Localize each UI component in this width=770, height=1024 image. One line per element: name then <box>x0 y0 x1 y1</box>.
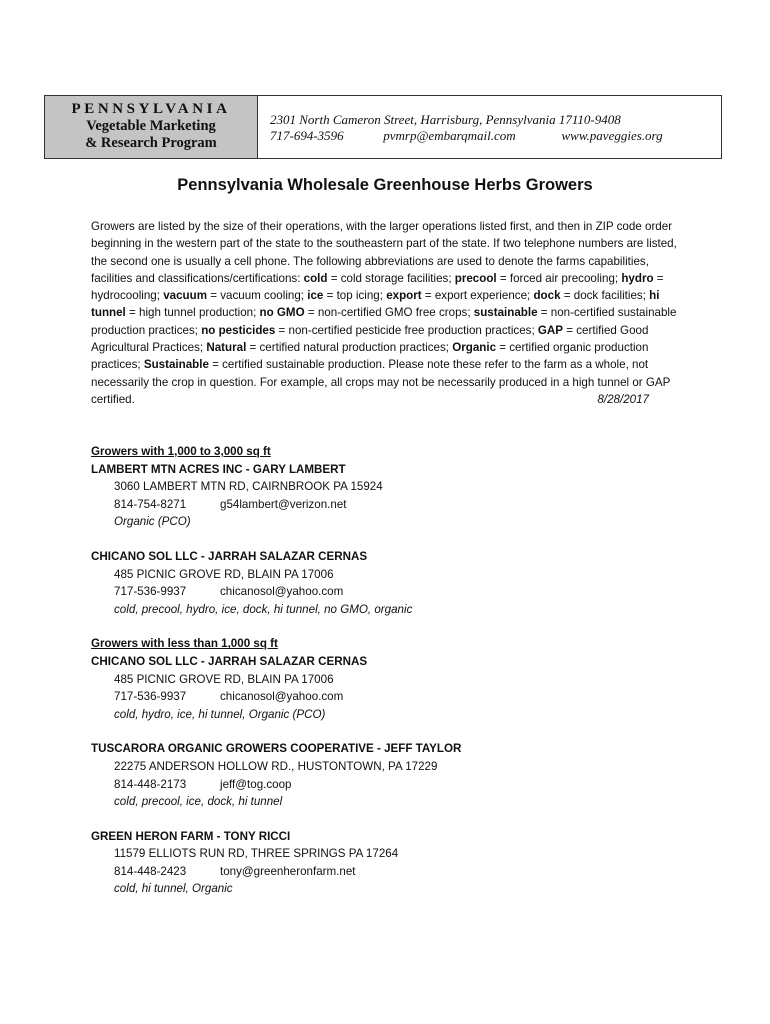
spacer <box>91 811 691 828</box>
email-link[interactable]: pvmrp@embarqmail.com <box>383 128 516 143</box>
spacer <box>91 723 691 740</box>
abbreviation-term: vacuum <box>163 289 208 303</box>
grower-address: 485 PICNIC GROVE RD, BLAIN PA 17006 <box>114 567 334 581</box>
abbreviation-term: sustainable <box>473 306 538 320</box>
grower-email-link[interactable]: jeff@tog.coop <box>220 777 292 791</box>
grower-entry <box>91 828 691 898</box>
brand-line-1: Vegetable Marketing <box>86 118 216 134</box>
intro-text-segment: Growers are listed by the size of their operations, with the larger operations listed first, and then in ZIP code order beginning in the western part of the state to the southeastern part of the state. If two telephone numbers are listed, the second one is usually a cell phone. The following abbreviations are used to denote the farms capabilities, facilities and classifications/certifications: <box>91 220 677 285</box>
intro-paragraph <box>91 218 681 408</box>
abbreviation-term: Sustainable <box>143 358 209 372</box>
grower-listing <box>91 443 691 915</box>
abbreviation-term: cold <box>303 271 328 285</box>
grower-email-link[interactable]: tony@greenheronfarm.net <box>220 864 356 878</box>
abbreviation-term: Organic <box>452 341 497 355</box>
abbreviation-term: GAP <box>537 323 564 337</box>
intro-text-segment: = top icing; <box>323 289 387 303</box>
grower-contact <box>91 496 691 514</box>
grower-email-link[interactable]: chicanosol@yahoo.com <box>220 690 344 704</box>
grower-address: 11579 ELLIOTS RUN RD, THREE SPRINGS PA 17264 <box>114 847 399 861</box>
address: 2301 North Cameron Street, Harrisburg, Pennsylvania 17110-9408 <box>270 112 621 127</box>
grower-tags: cold, precool, hydro, ice, dock, hi tunnel, no GMO, organic <box>114 602 413 616</box>
abbreviation-term: hydro <box>621 271 654 285</box>
intro-text-segment: = vacuum cooling; <box>207 289 308 303</box>
grower-name: CHICANO SOL LLC - JARRAH SALAZAR CERNAS <box>91 654 368 668</box>
grower-phone: 717-536-9937 <box>114 585 187 599</box>
grower-name: TUSCARORA ORGANIC GROWERS COOPERATIVE - JEFF TAYLOR <box>91 742 462 756</box>
intro-text-segment: = non-certified GMO free crops; <box>304 306 474 320</box>
intro-text-segment: = certified natural production practices; <box>246 341 453 355</box>
grower-phone: 814-754-8271 <box>114 497 187 511</box>
brand-state: PENNSYLVANIA <box>71 101 231 117</box>
phone: 717-694-3596 <box>270 128 344 143</box>
spacer <box>91 618 691 635</box>
grower-phone: 814-448-2173 <box>114 777 187 791</box>
grower-tags: Organic (PCO) <box>114 515 191 529</box>
abbreviation-term: dock <box>533 289 561 303</box>
grower-contact <box>91 863 691 881</box>
spacer <box>91 531 691 548</box>
brand-block <box>45 96 258 158</box>
abbreviation-term: no GMO <box>259 306 305 320</box>
section-heading: Growers with 1,000 to 3,000 sq ft <box>91 445 271 458</box>
abbreviation-term: Natural <box>206 341 247 355</box>
brand-line-2: & Research Program <box>85 135 217 151</box>
grower-name: LAMBERT MTN ACRES INC - GARY LAMBERT <box>91 462 346 476</box>
grower-tags: cold, hydro, ice, hi tunnel, Organic (PCO) <box>114 707 326 721</box>
intro-text-segment: = dock facilities; <box>560 289 650 303</box>
intro-text-segment: = non-certified sustainable production practices; <box>91 306 677 337</box>
grower-address: 22275 ANDERSON HOLLOW RD., HUSTONTOWN, PA 17229 <box>114 759 438 773</box>
grower-address: 485 PICNIC GROVE RD, BLAIN PA 17006 <box>114 672 334 686</box>
abbreviation-term: no pesticides <box>201 323 276 337</box>
intro-text-segment: = certified organic production practices; <box>91 341 649 372</box>
contact-block <box>258 96 721 158</box>
document-date: 8/28/2017 <box>597 392 649 406</box>
intro-text-segment: = export experience; <box>421 289 534 303</box>
grower-tags: cold, hi tunnel, Organic <box>114 882 233 896</box>
intro-text-segment: = certified sustainable production. Please note these refer to the farm as a whole, not necessarily the crop in question. For example, all crops may not be necessarily produced in a high tunnel or GAP certified. <box>91 358 671 406</box>
grower-name: GREEN HERON FARM - TONY RICCI <box>91 829 291 843</box>
grower-contact <box>91 583 691 601</box>
intro-text-segment: = certified Good Agricultural Practices; <box>91 323 649 355</box>
intro-text-segment: = cold storage facilities; <box>327 271 455 285</box>
grower-entry <box>91 548 691 618</box>
grower-email-link[interactable]: g54lambert@verizon.net <box>220 497 347 511</box>
intro-text-segment: = high tunnel production; <box>125 306 260 320</box>
page-title: Pennsylvania Wholesale Greenhouse Herbs Growers <box>177 176 593 194</box>
grower-entry <box>91 740 691 810</box>
letterhead <box>44 95 722 159</box>
spacer <box>91 898 691 915</box>
abbreviation-term: ice <box>307 289 324 303</box>
intro-text <box>91 218 681 408</box>
grower-email-link[interactable]: chicanosol@yahoo.com <box>220 585 344 599</box>
grower-address: 3060 LAMBERT MTN RD, CAIRNBROOK PA 15924 <box>114 480 383 494</box>
website-link[interactable]: www.paveggies.org <box>561 128 663 143</box>
grower-name: CHICANO SOL LLC - JARRAH SALAZAR CERNAS <box>91 549 368 563</box>
grower-tags: cold, precool, ice, dock, hi tunnel <box>114 795 283 809</box>
intro-text-segment: = non-certified pesticide free production practices; <box>275 323 538 337</box>
intro-text-segment: = hydrocooling; <box>91 271 664 303</box>
grower-entry <box>91 461 691 531</box>
grower-contact <box>91 688 691 706</box>
grower-phone: 814-448-2423 <box>114 864 187 878</box>
grower-phone: 717-536-9937 <box>114 690 187 704</box>
grower-contact <box>91 776 691 794</box>
contact-row <box>270 128 721 144</box>
intro-text-segment: = forced air precooling; <box>496 271 622 285</box>
abbreviation-term: export <box>386 289 422 303</box>
abbreviation-term: hi tunnel <box>91 289 660 320</box>
grower-entry <box>91 653 691 723</box>
section-heading: Growers with less than 1,000 sq ft <box>91 637 278 651</box>
abbreviation-term: precool <box>454 271 497 285</box>
